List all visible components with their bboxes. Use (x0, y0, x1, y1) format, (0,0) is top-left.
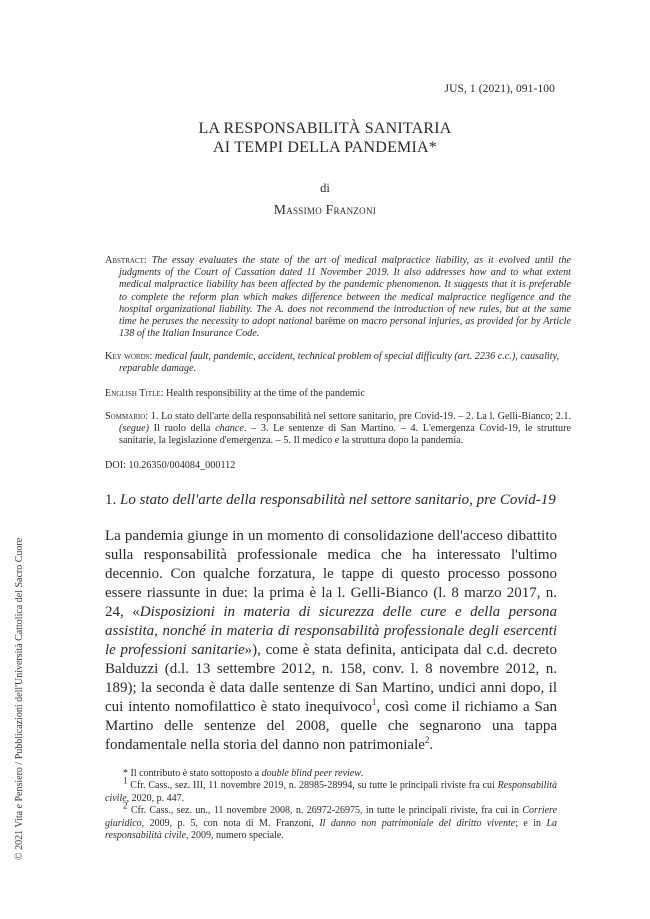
title-line-2: AI TEMPI DELLA PANDEMIA* (213, 139, 437, 156)
sommario-part-3: . – 3. Le sentenze di San Martino. – 4. L'emergenza Covid-19, le strutture sanitarie, la legislazione d'emergenza. – 5. Il medico e la struttura dopo la pandemia. (119, 423, 571, 447)
sommario-segue: (segue) (119, 423, 149, 435)
footnote-1-mark: 1 (123, 776, 128, 787)
abstract-text: The essay evaluates the state of the art of medical malpractice liability, as it evolved until the judgments of the Court of Cassation dated 11 November 2019. It also addresses how and to what extent medical malpractice liability has been affected by the pandemic phenomenon. It suggests that it is preferable to complete the reform plan which makes difference between the medical malpractice negligence and the hospital organizational liability. The A. does not recommend the introduction of new rules, but at the same time he peruses the necessity to adopt national (119, 255, 571, 328)
footnote-2-end: , 2009, numero speciale. (186, 830, 284, 842)
sommario-label: Sommario: (105, 411, 149, 422)
title-line-1: LA RESPONSABILITÀ SANITARIA (198, 120, 452, 137)
body-text-italic: Disposizioni in materia di sicurezza delle cure e della persona assistita, nonché in materia di responsabilità professionale degli esercenti le professioni sanitarie (105, 604, 557, 658)
body-paragraph (105, 527, 557, 755)
footnote-ref-2[interactable]: 2 (424, 735, 430, 745)
footnote-2-italic-3: La responsabilità civile (105, 817, 558, 842)
body-text-1: La pandemia giunge in un momento di consolidazione dell'acceso dibattito sulla responsabilità professionale medica che ha interessato l'ultimo decennio. Con qualche forzatura, le tappe di questo processo possono essere riassunte in due: la prima è la l. Gelli-Bianco (l. 8 marzo 2017, n. 24, « (105, 528, 557, 620)
byline-di: di (320, 181, 330, 195)
article-title (0, 119, 650, 157)
keywords (105, 351, 571, 375)
sommario-chance: chance (215, 423, 244, 435)
footnote-star (105, 768, 557, 780)
doi: DOI: 10.26350/004084_000112 (105, 460, 236, 471)
sommario-part-2: Il ruolo della (153, 423, 211, 435)
body-text-4: . (429, 737, 434, 753)
body-text-3: , così come il richiamo a San Martino delle sentenze del 2008, quelle che segnarono una tappa fondamentale nella storia del danno non patrimoniale (105, 699, 557, 753)
footnote-1-end: , 2020, p. 447. (126, 792, 185, 804)
abstract-label: Abstract: (105, 255, 147, 266)
abstract-text-end: on macro personal injuries, as provided for by Article 138 of the Italian Insurance Code. (119, 316, 572, 340)
section-heading (105, 491, 565, 509)
body-text-2: »), come è stata definita, anticipata dal c.d. decreto Balduzzi (d.l. 13 settembre 2012, n. 158, conv. l. 8 novembre 2012, n. 189); la seconda è data dalle sentenze di San Martino, undici anni dopo, il cui intento nomofilattico è stato inequivoco (105, 642, 557, 715)
journal-reference: JUS, 1 (2021), 091-100 (444, 83, 555, 95)
keywords-text: medical fault, pandemic, accident, technical problem of special difficulty (art. 2236 c.c.), causality, reparable damage. (119, 351, 560, 375)
sommario-part-1: 1. Lo stato dell'arte della responsabilità nel settore sanitario, pre Covid-19. – 2. La l. Gelli-Bianco; 2.1. (150, 411, 571, 422)
footnotes (105, 768, 557, 842)
footnote-2-text: Cfr. Cass., sez. un., 11 novembre 2008, n. 26972-26975, in tutte le principali riviste, fra cui in (130, 805, 520, 817)
footnote-2 (105, 800, 558, 842)
footnote-2-mid-2: ; e in (515, 817, 542, 829)
footnote-1 (105, 776, 558, 805)
section-number: 1. (105, 492, 117, 508)
footnote-star-italic: double blind peer review (261, 768, 361, 779)
footnote-2-italic-2: Il danno non patrimoniale del diritto vivente (319, 817, 516, 829)
english-title (105, 388, 557, 400)
english-title-text: Health responsibility at the time of the pandemic (166, 388, 365, 399)
footnote-star-mark: * (123, 768, 128, 779)
footnote-2-italic-1: Corriere giuridico (105, 805, 558, 829)
footnote-star-end: . (360, 768, 364, 779)
abstract (105, 255, 571, 340)
footnote-ref-1[interactable]: 1 (371, 697, 377, 707)
keywords-label: Key words: (105, 351, 153, 362)
section-title: Lo stato dell'arte della responsabilità nel settore sanitario, pre Covid-19 (120, 492, 556, 508)
author-name: Massimo Franzoni (273, 202, 377, 217)
copyright-sidebar: © 2021 Vita e Pensiero / Pubblicazioni dell'Università Cattolica del Sacro Cuore (14, 537, 25, 860)
footnote-star-text: Il contributo è stato sottoposto a (130, 768, 260, 779)
english-title-label: English Title: (105, 388, 164, 399)
footnote-2-mid: , 2009, p. 5, con nota di M. Franzoni, (141, 817, 314, 829)
footnote-1-text: Cfr. Cass., sez. III, 11 novembre 2019, n. 28985-28994, su tutte le principali riviste fra cui (130, 780, 495, 792)
footnote-1-italic: Responsabilità civile (105, 780, 558, 804)
footnote-2-mark: 2 (123, 800, 128, 811)
table-of-contents (105, 411, 571, 448)
abstract-bareme: barème (315, 316, 346, 328)
